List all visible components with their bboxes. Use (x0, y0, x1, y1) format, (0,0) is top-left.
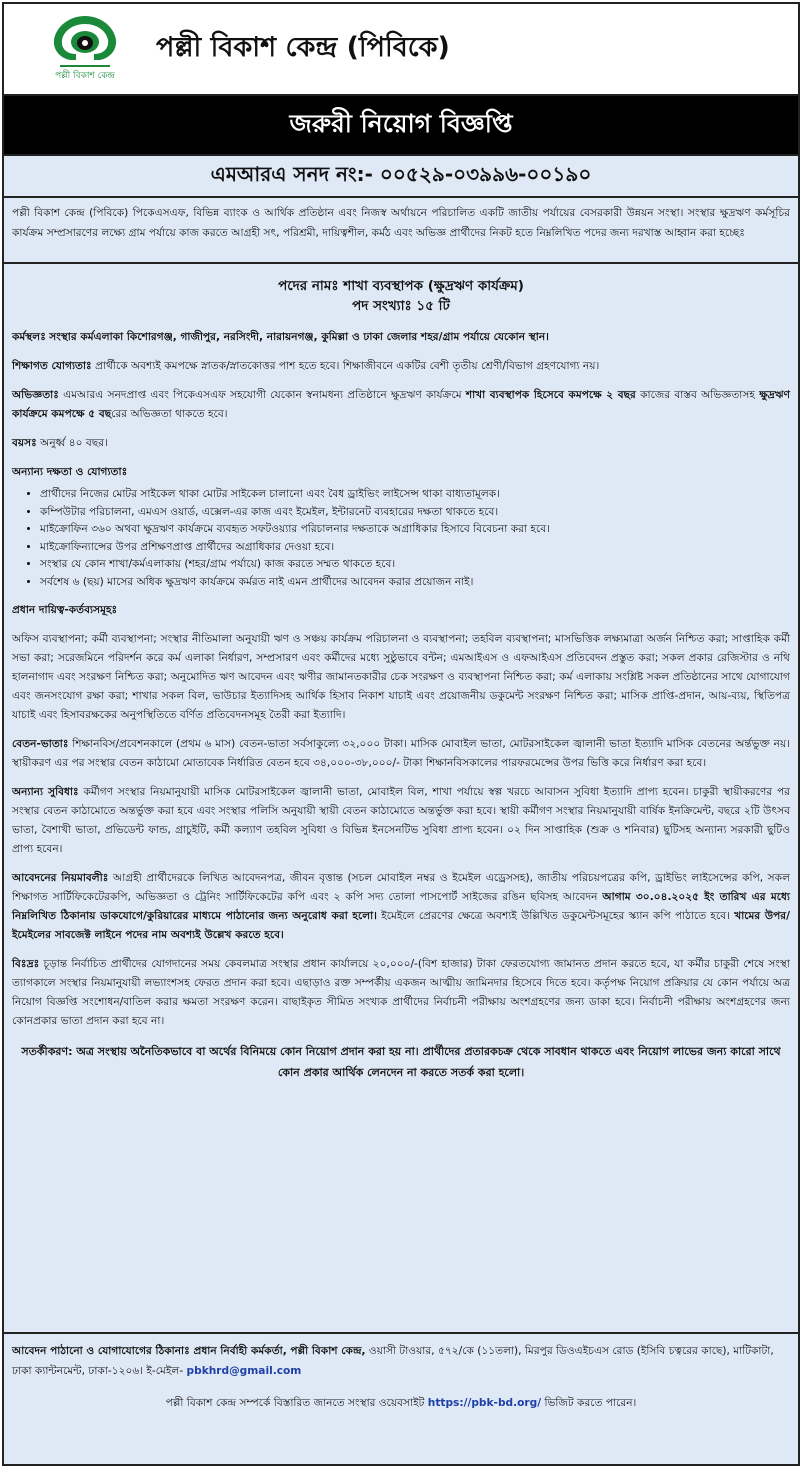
website-prefix: পল্লী বিকাশ কেন্দ্র সম্পর্কে বিস্তারিত জানতে সংস্থার ওয়েবসাইট (165, 1397, 425, 1409)
salary-text: শিক্ষানবিস/প্রবেশনকালে (প্রথম ৬ মাস) বেতন-ভাতা সর্বসাকুল্যে ৩২,০০০ টাকা। মাসিক মোবাইল ভাতা, মোটরসাইকেল জ্বালানী ভাতা ইত্যাদি মাসিক বেতনের অর্ন্তভুক্ত নয়। স্থায়ীকরণ এর পর সংস্থার বেতন কাঠামো মোতাবেক নির্ধারিত বেতন হবে ৩৪,০০০-৩৮,০০০/- টাকা শিক্ষানবিসকালের পারফরমেন্সের উপর ভিত্তি করে নির্ধারণ করা হবে। (12, 738, 790, 769)
list-item: • সর্বশেষ ৬ (ছয়) মাসের অধিক ক্ষুদ্রঋণ কার্যক্রমে কর্মরত নাই এমন প্রার্থীদের আবেদন করার প্রয়োজন নাই। (40, 574, 790, 592)
post-count: পদ সংখ্যাঃ ১৫ টি (352, 298, 450, 314)
website-suffix: ভিজিট করতে পারেন। (544, 1397, 637, 1409)
education-text: প্রার্থীকে অবশ্যই কমপক্ষে স্নাতক/স্নাতকোত্তর পাশ হতে হবে। শিক্ষাজীবনে একটির বেশী তৃতীয় শ্রেণী/বিভাগ গ্রহণযোগ্য নয়। (95, 360, 600, 372)
skills-list (12, 486, 790, 591)
experience-text-1: এমআরএ সনদপ্রাপ্ত এবং পিকেএসএফ সহযোগী যেকোন স্বনামধন্য প্রতিষ্ঠানে ক্ষুদ্রঋণ কার্যক্রমে (63, 389, 462, 401)
experience-bold-1: শাখা ব্যবস্থাপক হিসেবে কমপক্ষে ২ বছর (465, 389, 636, 401)
list-item: • প্রার্থীদের নিজের মোটর সাইকেল থাকা মোটর সাইকেল চালানো এবং বৈধ ড্রাইভিং লাইসেন্স থাকা বাধ্যতামূলক। (40, 486, 790, 504)
post-heading (12, 276, 790, 316)
benefits-section (12, 783, 790, 859)
duties-label: প্রধান দায়িত্ব-কর্তব্যসমূহঃ (12, 604, 118, 616)
workplace-text: সংস্থার কর্মএলাকা কিশোরগঞ্জ, গাজীপুর, নরসিংদী, নারায়নগঞ্জ, কুমিল্লা ও ঢাকা জেলার শহর/গ্রাম পর্যায়ে যেকোন স্থান। (49, 331, 549, 343)
registration-number: এমআরএ সনদ নং:- ০০৫২৯-০৩৯৯৬-০০১৯০ (4, 156, 798, 198)
age-text: অনুর্ধ্ব ৪০ বছর। (40, 437, 108, 449)
duties-heading (12, 601, 790, 620)
education-section (12, 357, 790, 376)
benefits-label: অন্যান্য সুবিধাঃ (12, 786, 79, 798)
skills-label: অন্যান্য দক্ষতা ও যোগ্যতাঃ (12, 466, 128, 478)
list-item: • কম্পিউটার পরিচালনা, এমএস ওয়ার্ড, এক্সেল-এর কাজ এবং ইমেইল, ইন্টারনেট ব্যবহারের দক্ষতা থাকতে হবে। (40, 504, 790, 522)
contact-footer (4, 1332, 798, 1464)
workplace-label: কর্মস্থলঃ (12, 331, 46, 343)
website-line (12, 1393, 790, 1413)
salary-label: বেতন-ভাতাঃ (12, 738, 69, 750)
list-item: • সংস্থার যে কোন শাখা/কর্মএলাকায় (শহর/গ্রাম পর্যায়ে) কাজ করতে সম্মত থাকতে হবে। (40, 556, 790, 574)
note-text: চূড়ান্ত নির্বাচিত প্রার্থীদের যোগদানের সময় কেবলমাত্র সংস্থার প্রধান কার্যালয়ে ২০,০০০/-(বিশ হাজার) টাকা ফেরতযোগ্য জামানত প্রদান করতে হবে, যা কর্মীর চাকুরী শেষে সংস্থা ত্যাগকালে সংস্থার নিয়মানুযায়ী লভ্যাংশসহ ফেরত প্রদান করা হবে। এছাড়াও রক্ত সম্পর্কীয় একজন আত্মীয় জামিনদার হিসেবে দিতে হবে। কর্তৃপক্ষ নিয়োগ প্রক্রিয়ার যে কোন পর্যায়ে অত্র নিয়োগ বিজ্ঞপ্তি সংশোধন/বাতিল করার ক্ষমতা সংরক্ষণ করেন। বাছাইকৃত সীমিত সংখ্যক প্রার্থীদের নির্বাচনী পরীক্ষায় অংশগ্রহণের জন্য ডাকা হবে। নির্বাচনী পরীক্ষায় অংশগ্রহণের জন্য কোনপ্রকার ভাতা প্রদান করা হবে না। (12, 958, 790, 1027)
experience-section (12, 386, 790, 424)
list-item: • মাইক্রোফিন্যান্সের উপর প্রশিক্ষণপ্রাপ্ত প্রার্থীদের অগ্রাধিকার দেওয়া হবে। (40, 539, 790, 557)
experience-text-3: রের অভিজ্ঞতা থাকতে হবে। (111, 408, 228, 420)
notice-title: জরুরী নিয়োগ বিজ্ঞপ্তি (4, 96, 798, 156)
salary-section (12, 735, 790, 773)
intro-paragraph: পল্লী বিকাশ কেন্দ্র (পিবিকে) পিকেএসএফ, বিভিন্ন ব্যাংক ও আর্থিক প্রতিষ্ঠান এবং নিজস্ব অর্থায়নে পরিচালিত একটি জাতীয় পর্যায়ের বেসরকারী উন্নয়ন সংস্থা। সংস্থার ক্ষুদ্রঋণ কর্মসূচির কার্যক্রম সম্প্রসারণের লক্ষ্যে গ্রাম পর্যায়ে কাজ করতে আগ্রহী সৎ, পরিশ্রমী, দায়িত্বশীল, কর্মঠ এবং অভিজ্ঞ প্রার্থীদের নিকট হতে নিম্নলিখিত পদের জন্য দরখাস্ত আহ্বান করা হচ্ছেঃ (4, 198, 798, 264)
age-label: বয়সঃ (12, 437, 37, 449)
application-subject-note: খামের উপর/ইমেইলের সাবজেক্ট লাইনে পদের নাম অবশ্যই উল্লেখ করতে হবে। (12, 910, 790, 941)
contact-label: আবেদন পাঠানো ও যোগাযোগের ঠিকানাঃ প্রধান নির্বাহী কর্মকর্তা, পল্লী বিকাশ কেন্দ্র, (12, 1345, 366, 1357)
experience-label: অভিজ্ঞতাঃ (12, 389, 59, 401)
note-section (12, 955, 790, 1031)
notice-body (4, 264, 798, 1083)
organization-logo-icon (40, 10, 130, 88)
contact-address (12, 1341, 790, 1381)
header (4, 4, 798, 96)
list-item: • মাইক্রোফিন ৩৬০ অথবা ক্ষুদ্রঋণ কার্যক্রমে ব্যবহৃত সফটওয়্যার পরিচালনার দক্ষতাকে অগ্রাধিকার হিসাবে বিবেচনা করা হবে। (40, 521, 790, 539)
organization-name: পল্লী বিকাশ কেন্দ্র (পিবিকে) (156, 31, 450, 63)
contact-address-text: ওয়াসী টাওয়ার, ৫৭২/কে (১১তলা), মিরপুর ডিওএইচএস রোড (ইসিবি চত্বরের কাছে), মাটিকাটা, ঢাকা ক্যান্টনমেন্ট, ঢাকা-১২০৬। ই-মেইল- (12, 1345, 774, 1377)
application-label: আবেদনের নিয়মাবলীঃ (12, 872, 109, 884)
experience-bold-2: ক্ষুদ্রঋণ কার্যক্রমে কমপক্ষে ৫ বছ (12, 389, 790, 420)
svg-text:পল্লী বিকাশ কেন্দ্র: পল্লী বিকাশ কেন্দ্র (55, 71, 115, 81)
skills-heading (12, 463, 790, 482)
post-name: পদের নামঃ শাখা ব্যবস্থাপক (ক্ষুদ্রঋণ কার্যক্রম) (278, 278, 524, 294)
application-text-1: আগ্রহী প্রার্থীদেরকে লিখিত আবেদনপত্র, জীবন বৃত্তান্ত (সচল মোবাইল নম্বর ও ইমেইল এড্রেসসহ), জাতীয় পরিচয়পত্রের কপি, ড্রাইভিং লাইসেন্সের কপি, সকল শিক্ষাগত সার্টিফিকেটেরকপি, অভিজ্ঞতা ও ট্রেনিং সার্টিফিকেটের কপি এবং ২ কপি সদ্য তোলা পাসপোর্ট সাইজের রঙিন ছবিসহ আবেদন (12, 872, 790, 903)
experience-text-2: কাজের বাস্তব অভিজ্ঞতাসহ (640, 389, 755, 401)
application-section (12, 869, 790, 945)
benefits-text: কর্মীগণ সংস্থার নিয়মানুযায়ী মাসিক মোটরসাইকেল জ্বালানী ভাতা, মোবাইল বিল, শাখা পর্যায়ে স্বল্প খরচে আবাসন সুবিধা ইত্যাদি প্রাপ্য হবেন। চাকুরী স্থায়ীকরণের পর সংস্থার বেতন কাঠামোতে অন্তর্ভুক্ত করা হবে এবং সংস্থার পলিসি অনুযায়ী স্থায়ী বেতন কাঠামোতে অন্তর্ভুক্ত করা হবে। স্থায়ী কর্মীগণ সংস্থার নিয়মানুযায়ী বার্ষিক ইনক্রিমেন্ট, বছরে ২টি উৎসব ভাতা, বৈশাখী ভাতা, প্রভিডেন্ট ফান্ড, গ্রাচুইটি, কর্মী কল্যাণ তহবিল সুবিধা ও বিভিন্ন ইনসেনটিভ সুবিধা প্রাপ্য হবেন। ০২ দিন সাপ্তাহিক (শুক্র ও শনিবার) ছুটিসহ অন্যান্য সরকারী ছুটিও প্রাপ্য হবেন। (12, 786, 790, 855)
note-label: বিঃদ্রঃ (12, 958, 40, 970)
education-label: শিক্ষাগত যোগ্যতাঃ (12, 360, 92, 372)
application-deadline: আগাম ৩০.০৪.২০২৫ ইং তারিখ এর মধ্যে নিম্নলিখিত ঠিকানায় ডাকযোগে/কুরিয়ারের মাধ্যমে পাঠানোর জন্য অনুরোধ করা হলো। (12, 891, 790, 922)
age-section (12, 434, 790, 453)
workplace-section (12, 328, 790, 347)
duties-text: অফিস ব্যবস্থাপনা; কর্মী ব্যবস্থাপনা; সংস্থার নীতিমালা অনুযায়ী ঋণ ও সঞ্চয় কার্যক্রম পরিচালনা ও ব্যবস্থাপনা; তহবিল ব্যবস্থাপনা; মাসভিত্তিক লক্ষ্যমাত্রা অর্জন নিশ্চিত করা; সাপ্তাহিক কর্মী সভা করা; সরেজমিনে পরিদর্শন করে কর্ম এলাকা নির্ধারণ, সম্প্রসারণ এবং কর্মীদের মধ্যে সুষ্ঠুভাবে বন্টন; এমআইএস ও এফআইএস প্রতিবেদন প্রস্তুত করা; সকল প্রকার রেজিস্টার ও নথি হালনাগাদ এবং সংরক্ষণ নিশ্চিত করা; অনুমোদিত ঋণ আবেদন এবং ঋণীর জামানতকারীর চেক সংরক্ষণ ও ব্যবস্থাপনা নিশ্চিত করা; কর্ম এলাকায় সংশ্লিষ্ট সকল প্রতিষ্ঠানের সাথে যোগাযোগ এবং জনসংযোগ রক্ষা করা; শাখার সকল বিল, ভাউচার ইত্যাদিসহ আর্থিক হিসাব নিকাশ যাচাই এবং প্রয়োজনীয় ডকুমেন্ট সংরক্ষণ নিশ্চিত করা; মাসিক প্রাপ্তি-প্রদান, আয়-ব্যয়, স্থিতিপত্র যাচাই এবং হিসাবরক্ষকের অনুপস্থিতিতে বর্ণিত প্রতিবেদনসমূহ তৈরী করা ইত্যাদি। (12, 633, 790, 721)
contact-email-link[interactable]: pbkhrd@gmail.com (186, 1365, 302, 1377)
warning-notice: সতর্কীকরণ: অত্র সংস্থায় অনৈতিকভাবে বা অর্থের বিনিময়ে কোন নিয়োগ প্রদান করা হয় না। প্রার্থীদের প্রতারকচক্র থেকে সাবধান থাকতে এবং নিয়োগ লাভের জন্য কারো সাথে কোন প্রকার আর্থিক লেনদেন না করতে সতর্ক করা হলো। (21, 1045, 781, 1079)
job-circular (2, 2, 800, 1466)
application-text-2: ইমেইলে প্রেরণের ক্ষেত্রে অবশ্যই উল্লিখিত ডকুমেন্টসমূহের স্ক্যান কপি পাঠাতে হবে। (381, 910, 730, 922)
website-link[interactable]: https://pbk-bd.org/ (427, 1397, 542, 1409)
